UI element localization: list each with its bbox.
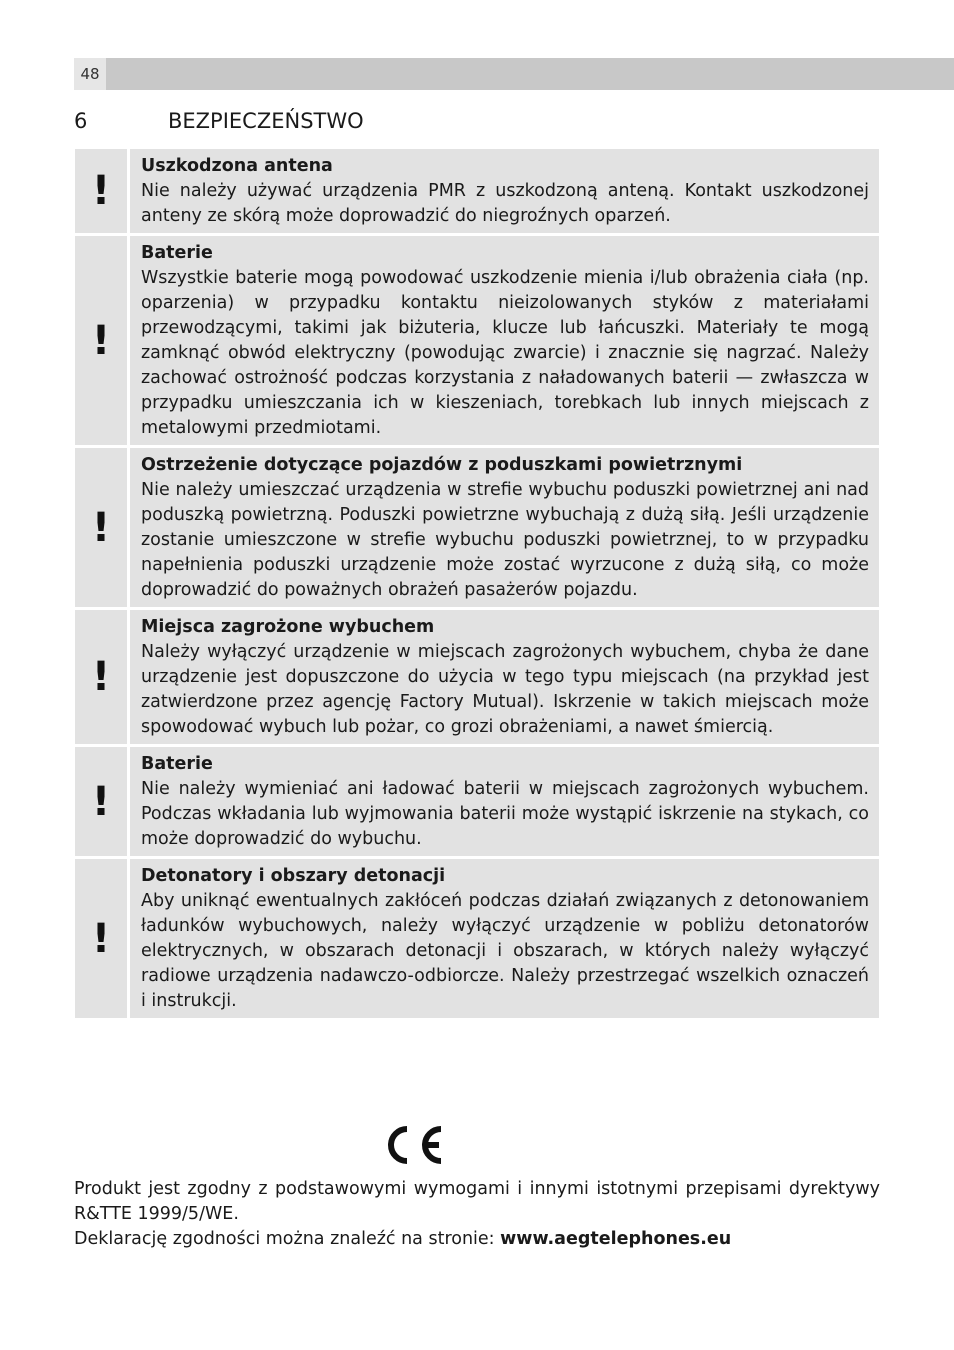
warning-body	[130, 236, 879, 445]
warning-text: Nie należy używać urządzenia PMR z uszkodzoną anteną. Kontakt uszkodzonej anteny ze skórą może doprowadzić do niegroźnych oparzeń.	[141, 181, 869, 226]
section-heading	[74, 106, 364, 136]
warning-row	[75, 747, 879, 856]
warning-text: Należy wyłączyć urządzenie w miejscach zagrożonych wybuchem, chyba że dane urządzenie jest dopuszczone do użycia w tego typu miejscach (na przykład jest zatwierdzone przez agencję Factory Mutual). Iskrzenie w takich miejscach może spowodować wybuch lub pożar, co grozi obrażeniami, a nawet śmiercią.	[141, 642, 869, 737]
warning-body	[130, 149, 879, 233]
exclamation-icon: !	[75, 610, 127, 744]
ce-mark-icon	[380, 1124, 446, 1166]
warning-text: Wszystkie baterie mogą powodować uszkodzenie mienia i/lub obrażenia ciała (np. oparzenia) w przypadku kontaktu nieizolowanych styków z materiałami przewodzącymi, takimi jak biżuteria, klucze lub łańcuszki. Materiały te mogą zamknąć obwód elektryczny (powodując zwarcie) i znacznie się nagrzać. Należy zachować ostrożność podczas korzystania z naładowanych baterii — zwłaszcza w przypadku umieszczania ich w kieszeniach, torebkach lub innych miejscach z metalowymi przedmiotami.	[141, 268, 869, 438]
exclamation-icon: !	[75, 236, 127, 445]
exclamation-icon: !	[75, 149, 127, 233]
website-link[interactable]: www.aegtelephones.eu	[500, 1229, 732, 1249]
warning-body	[130, 747, 879, 856]
page-header-bar	[74, 58, 954, 90]
warning-text: Nie należy umieszczać urządzenia w strefie wybuchu poduszki powietrznej ani nad poduszką powietrzną. Poduszki powietrzne wybuchają z dużą siłą. Jeśli urządzenie zostanie umieszczone w strefie wybuchu poduszki powietrznej, to w przypadku napełnienia poduszki urządzenie może zostać wyrzucone z dużą siłą, co może doprowadzić do poważnych obrażeń pasażerów pojazdu.	[141, 480, 869, 600]
warning-body	[130, 610, 879, 744]
declaration-line	[74, 1227, 880, 1252]
exclamation-icon: !	[75, 747, 127, 856]
exclamation-icon: !	[75, 448, 127, 607]
warning-text: Aby uniknąć ewentualnych zakłóceń podczas działań związanych z detonowaniem ładunków wybuchowych, należy wyłączyć urządzenie w pobliżu detonatorów elektrycznych, w obszarach detonacji i obszarach, w których należy wyłączyć radiowe urządzenia nadawczo-odbiorcze. Należy przestrzegać wszelkich oznaczeń i instrukcji.	[141, 891, 869, 1011]
section-title: BEZPIECZEŃSTWO	[168, 109, 364, 133]
warning-text: Nie należy wymieniać ani ładować baterii w miejscach zagrożonych wybuchem. Podczas wkładania lub wyjmowania baterii może wystąpić iskrzenie na stykach, co może doprowadzić do wybuchu.	[141, 779, 869, 849]
warning-row	[75, 859, 879, 1018]
warning-row	[75, 149, 879, 233]
warning-row	[75, 448, 879, 607]
exclamation-icon: !	[75, 859, 127, 1018]
warning-body	[130, 859, 879, 1018]
compliance-text	[74, 1177, 880, 1252]
declaration-prefix: Deklarację zgodności można znaleźć na stronie:	[74, 1229, 501, 1249]
compliance-statement: Produkt jest zgodny z podstawowymi wymogami i innymi istotnymi przepisami dyrektywy R&TTE 1999/5/WE.	[74, 1179, 880, 1224]
warning-title: Ostrzeżenie dotyczące pojazdów z poduszkami powietrznymi	[141, 455, 743, 475]
warning-row	[75, 610, 879, 744]
warnings-table	[75, 149, 879, 1018]
warning-row	[75, 236, 879, 445]
warning-title: Detonatory i obszary detonacji	[141, 866, 446, 886]
section-number: 6	[74, 109, 88, 133]
page-number: 48	[74, 58, 106, 90]
warning-body	[130, 448, 879, 607]
warning-title: Uszkodzona antena	[141, 156, 333, 176]
warning-title: Baterie	[141, 754, 213, 774]
warning-title: Baterie	[141, 243, 213, 263]
warning-title: Miejsca zagrożone wybuchem	[141, 617, 435, 637]
